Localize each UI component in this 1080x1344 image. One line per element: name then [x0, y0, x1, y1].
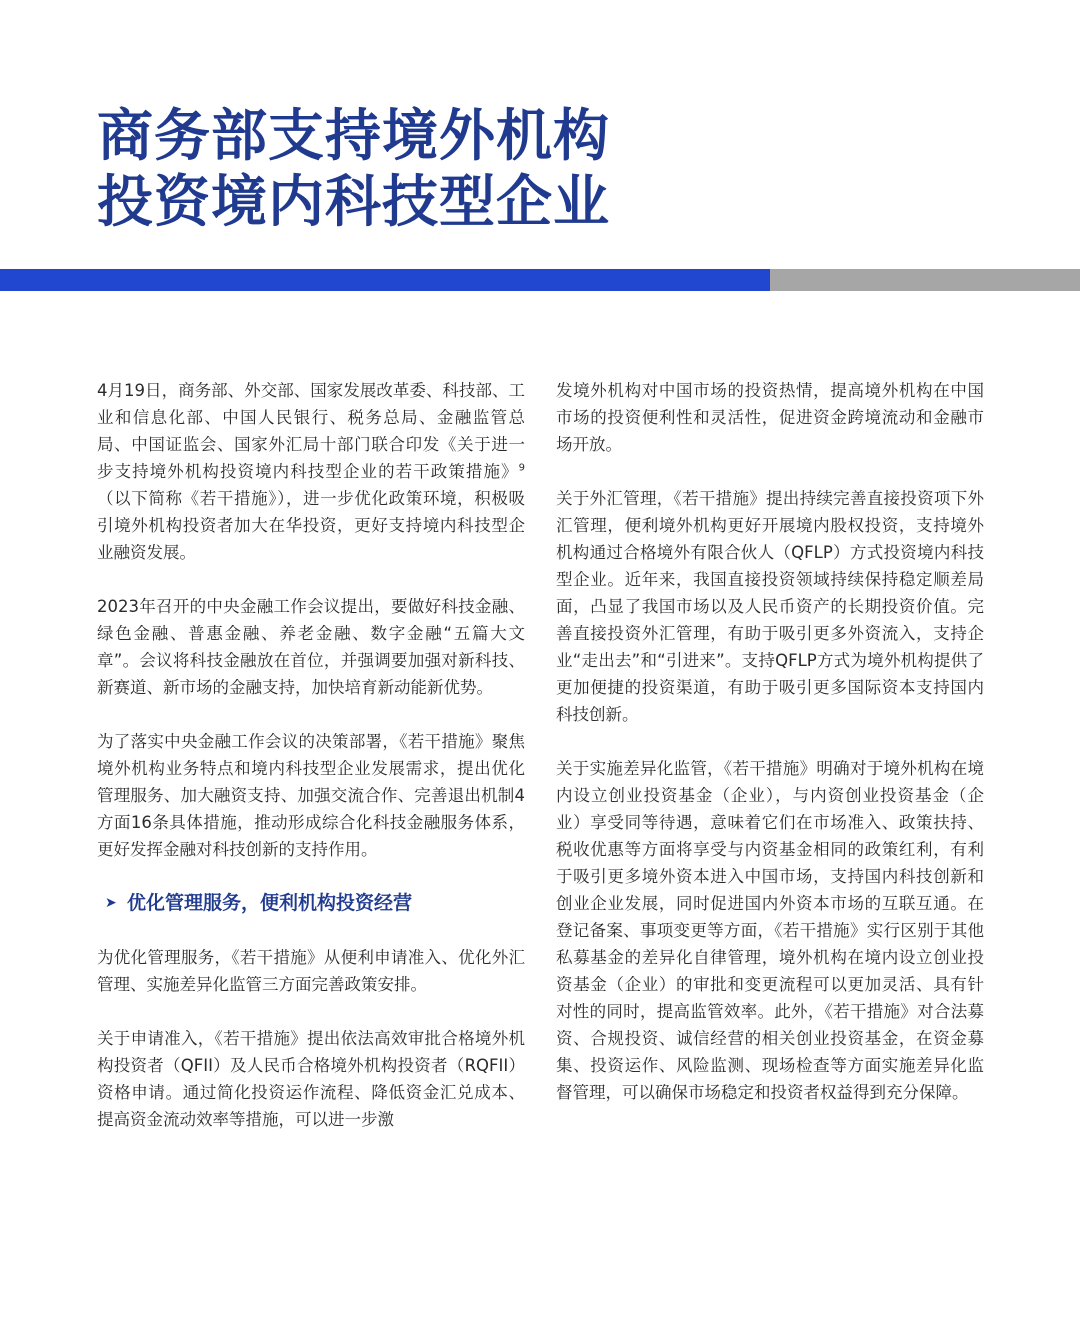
- left-column: [97, 377, 525, 1160]
- page-title: [97, 104, 817, 236]
- paragraph-intro-text-cont: （以下简称《若干措施》），进一步优化政策环境，积极吸引境外机构投资者加大在华投资，更好支持境内科技型企业融资发展。: [97, 489, 525, 562]
- paragraph-access-continued: 发境外机构对中国市场的投资热情，提高境外机构在中国市场的投资便利性和灵活性，促进资金跨境流动和金融市场开放。: [556, 381, 984, 454]
- paragraph-forex-management: 关于外汇管理，《若干措施》提出持续完善直接投资项下外汇管理，便利境外机构更好开展境内股权投资，支持境外机构通过合格境外有限合伙人（QFLP）方式投资境内科技型企业。近年来，我国直接投资领域持续保持稳定顺差局面，凸显了我国市场以及人民币资产的长期投资价值。完善直接投资外汇管理，有助于吸引更多外资流入，支持企业“走出去”和“引进来”。支持QFLP方式为境外机构提供了更加便捷的投资渠道，有助于吸引更多国际资本支持国内科技创新。: [556, 489, 984, 724]
- section-subheading: [105, 890, 525, 917]
- paragraph-intro: [97, 377, 525, 566]
- title-divider-blue: [0, 269, 770, 291]
- paragraph-access-application: 关于申请准入，《若干措施》提出依法高效审批合格境外机构投资者（QFII）及人民币合格境外机构投资者（RQFII）资格申请。通过简化投资运作流程、降低资金汇兑成本、提高资金流动效率等措施，可以进一步激: [97, 1029, 525, 1129]
- title-divider-gray: [770, 269, 1080, 291]
- chevron-right-icon: ➤: [105, 895, 117, 911]
- page-title-line-2: 投资境内科技型企业: [97, 170, 610, 235]
- right-column: [556, 377, 984, 1133]
- paragraph-intro-text: 4月19日，商务部、外交部、国家发展改革委、科技部、工业和信息化部、中国人民银行、税务总局、金融监管总局、中国证监会、国家外汇局十部门联合印发《关于进一步支持境外机构投资境内科技型企业的若干政策措施》: [97, 381, 525, 481]
- paragraph-financial-conference: 2023年召开的中央金融工作会议提出，要做好科技金融、绿色金融、普惠金融、养老金融、数字金融“五篇大文章”。会议将科技金融放在首位，并强调要加强对新科技、新赛道、新市场的金融支持，加快培育新动能新优势。: [97, 597, 525, 697]
- section-subheading-text: 优化管理服务，便利机构投资经营: [127, 892, 413, 914]
- page-title-line-1: 商务部支持境外机构: [97, 104, 610, 169]
- paragraph-differentiated-regulation: 关于实施差异化监管，《若干措施》明确对于境外机构在境内设立创业投资基金（企业），与内资创业投资基金（企业）享受同等待遇，意味着它们在市场准入、政策扶持、税收优惠等方面将享受与内资基金相同的政策红利，有利于吸引更多境外资本进入中国市场，支持国内科技创新和创业企业发展，同时促进国内外资本市场的互联互通。在登记备案、事项变更等方面，《若干措施》实行区别于其他私募基金的差异化自律管理，境外机构在境内设立创业投资基金（企业）的审批和变更流程可以更加灵活、具有针对性的同时，提高监管效率。此外，《若干措施》对合法募资、合规投资、诚信经营的相关创业投资基金，在资金募集、投资运作、风险监测、现场检查等方面实施差异化监督管理，可以确保市场稳定和投资者权益得到充分保障。: [556, 759, 984, 1102]
- paragraph-measures-overview: 为了落实中央金融工作会议的决策部署，《若干措施》聚焦境外机构业务特点和境内科技型企业发展需求，提出优化管理服务、加大融资支持、加强交流合作、完善退出机制4方面16条具体措施，推动形成综合化科技金融服务体系，更好发挥金融对科技创新的支持作用。: [97, 732, 525, 859]
- footnote-marker[interactable]: 9: [518, 462, 525, 474]
- paragraph-management-services: 为优化管理服务，《若干措施》从便利申请准入、优化外汇管理、实施差异化监管三方面完善政策安排。: [97, 948, 525, 994]
